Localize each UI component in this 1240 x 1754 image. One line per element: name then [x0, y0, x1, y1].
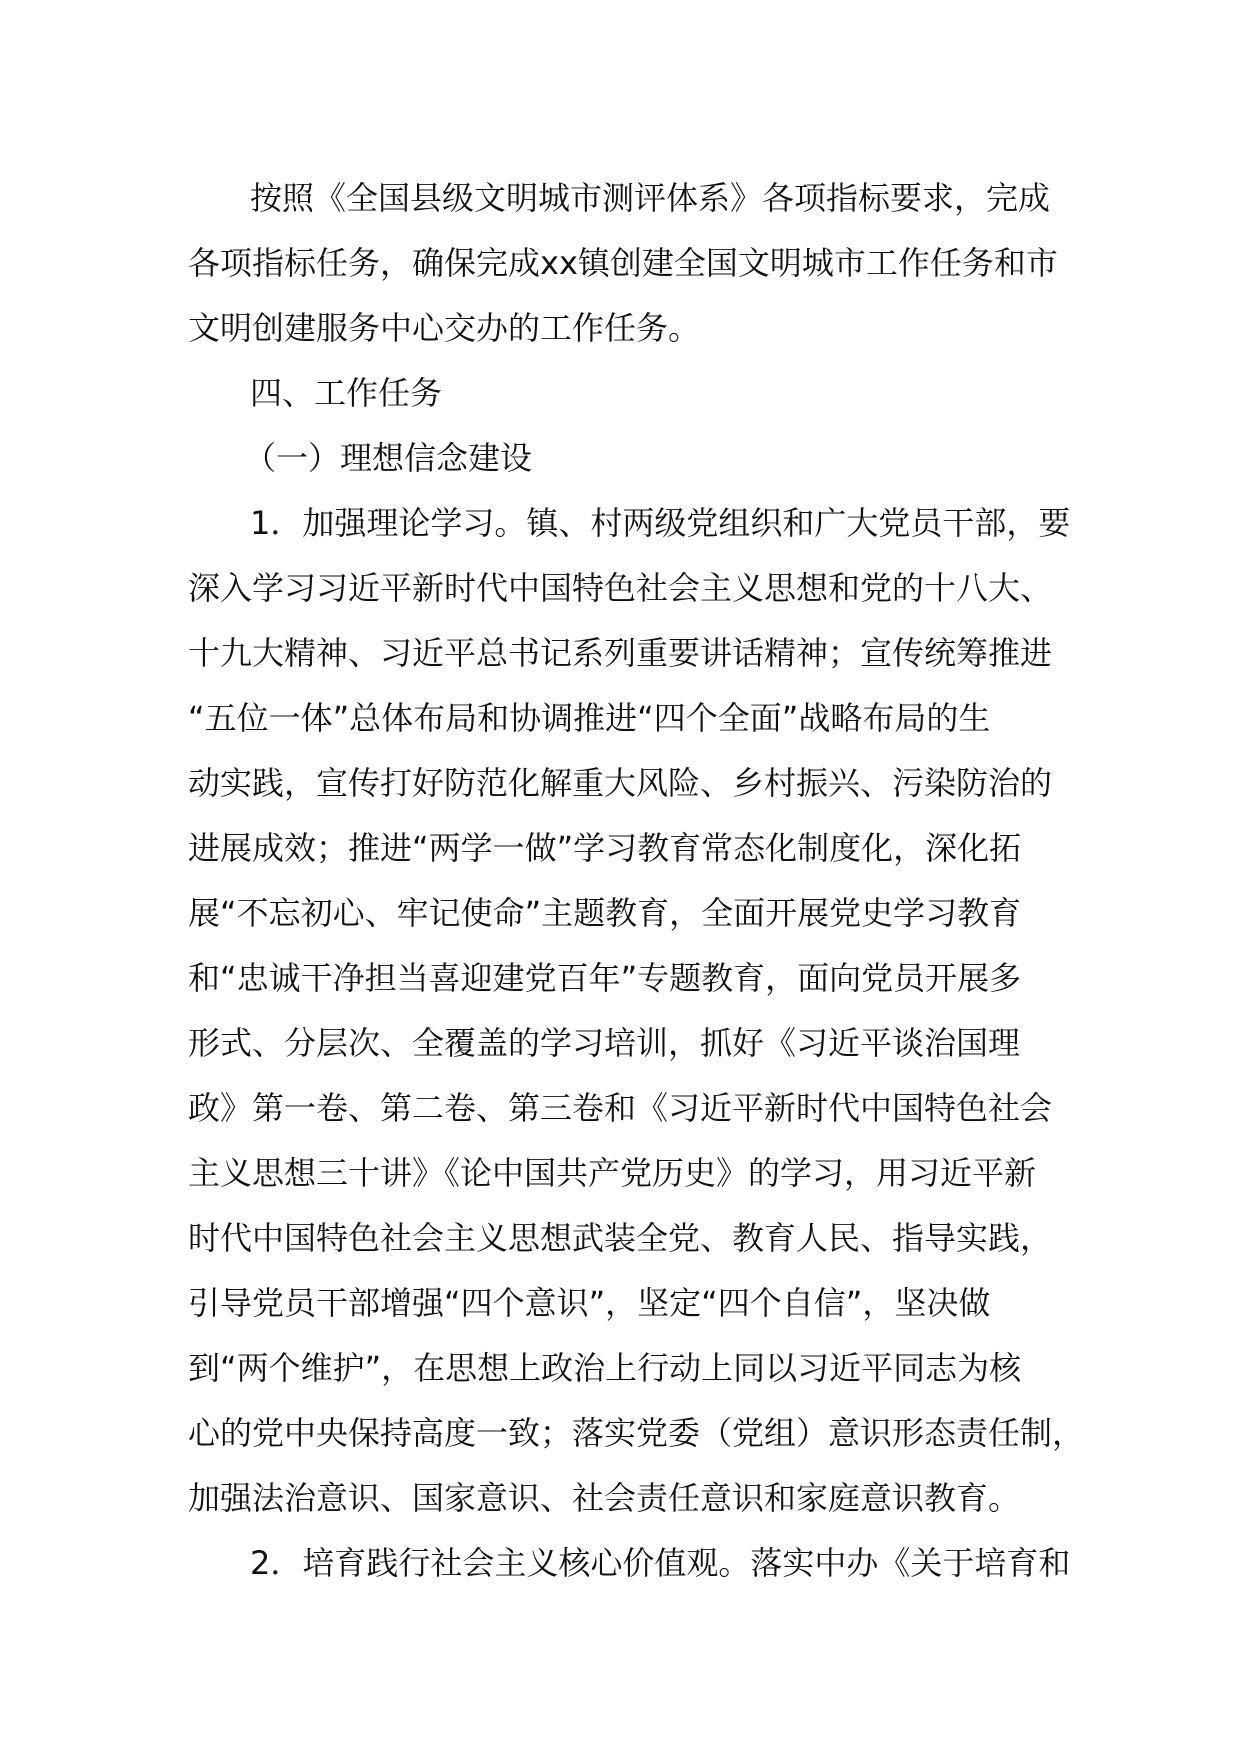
- list-item-line: 深入学习习近平新时代中国特色社会主义思想和党的十八大、: [188, 569, 1053, 607]
- list-item-line: 政》第一卷、第二卷、第三卷和《习近平新时代中国特色社会: [188, 1089, 1053, 1127]
- list-item-line: 加强法治意识、国家意识、社会责任意识和家庭意识教育。: [188, 1479, 1021, 1517]
- list-item-line: 时代中国特色社会主义思想武装全党、教育人民、指导实践，: [188, 1219, 1053, 1257]
- list-item-line: 动实践，宣传打好防范化解重大风险、乡村振兴、污染防治的: [188, 764, 1053, 802]
- list-item-line: 形式、分层次、全覆盖的学习培训，抓好《习近平谈治国理: [188, 1024, 1021, 1062]
- list-item-line: 进展成效；推进“两学一做”学习教育常态化制度化，深化拓: [188, 829, 1022, 867]
- list-item-line: 主义思想三十讲》《论中国共产党历史》的学习，用习近平新: [188, 1154, 1037, 1192]
- list-item-line: 心的党中央保持高度一致；落实党委（党组）意识形态责任制，: [188, 1414, 1085, 1452]
- list-item-line: 到“两个维护”，在思想上政治上行动上同以习近平同志为核: [188, 1349, 1022, 1387]
- list-item-line: 十九大精神、习近平总书记系列重要讲话精神；宣传统筹推进: [188, 634, 1053, 672]
- list-item-line: 引导党员干部增强“四个意识”，坚定“四个自信”，坚决做: [188, 1284, 991, 1322]
- paragraph-line: 文明创建服务中心交办的工作任务。: [188, 309, 701, 347]
- paragraph-line: 各项指标任务，确保完成xx镇创建全国文明城市工作任务和市: [188, 244, 1058, 282]
- document-body: [188, 166, 1085, 1596]
- list-item-line: 1．加强理论学习。镇、村两级党组织和广大党员干部，要: [250, 504, 1071, 542]
- subsection-heading: （一）理想信念建设: [244, 439, 533, 477]
- paragraph-line: 按照《全国县级文明城市测评体系》各项指标要求，完成: [250, 179, 1051, 217]
- list-item-line: 和“忠诚干净担当喜迎建党百年”专题教育，面向党员开展多: [188, 959, 1022, 997]
- section-heading: 四、工作任务: [250, 374, 443, 412]
- list-item-line: “五位一体”总体布局和协调推进“四个全面”战略布局的生: [188, 699, 991, 737]
- list-item-line: 2．培育践行社会主义核心价值观。落实中办《关于培育和: [250, 1544, 1071, 1582]
- list-item-line: 展“不忘初心、牢记使命”主题教育，全面开展党史学习教育: [188, 894, 1022, 932]
